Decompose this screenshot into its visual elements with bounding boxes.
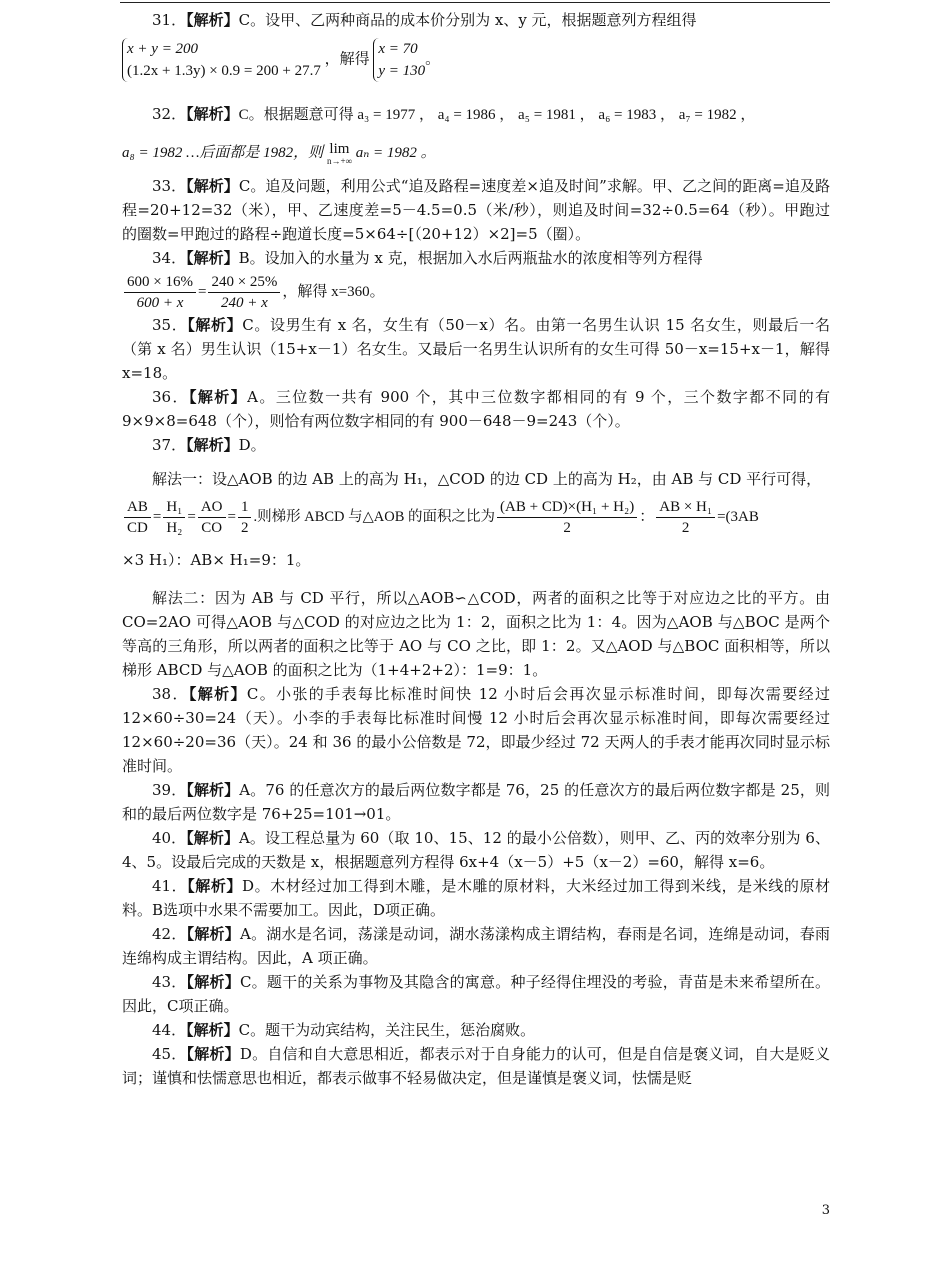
sequence-text: a₈ = 1982 …后面都是 1982，则 bbox=[122, 145, 324, 161]
solve-word: ，解得 bbox=[324, 51, 370, 68]
item-number: 37． bbox=[152, 435, 187, 454]
item-37-method1 bbox=[122, 467, 830, 491]
equation-2: (1.2x + 1.3y) × 0.9 = 200 + 27.7 bbox=[127, 63, 321, 79]
numerator: 240 × 25% bbox=[208, 272, 280, 293]
numerator: AO bbox=[198, 497, 226, 518]
item-number: 38． bbox=[152, 684, 189, 703]
page-number: 3 bbox=[821, 1203, 830, 1218]
method1-mid-text: .则梯形 ABCD 与△AOB 的面积之比为 bbox=[253, 508, 496, 525]
item-number: 45． bbox=[152, 1044, 187, 1063]
item-number: 31． bbox=[152, 11, 187, 29]
denominator: H₂ bbox=[166, 519, 183, 536]
limit-value: aₙ = 1982 。 bbox=[355, 145, 436, 161]
denominator: 2 bbox=[563, 519, 571, 536]
item-number: 32． bbox=[152, 105, 187, 123]
item-text: C。题干为动宾结构，关注民生，惩治腐败。 bbox=[238, 1020, 536, 1039]
item-text: A。设工程总量为 60（取 10、15、12 的最小公倍数），则甲、乙、丙的效率分别为 6、4、5。设最后完成的天数是 x，根据题意列方程得 6x+4（x－5）+5（x－2）=60，解得 x=6。 bbox=[122, 828, 830, 871]
analysis-tag: 【解析】 bbox=[186, 435, 239, 454]
item-42 bbox=[122, 922, 830, 970]
ratio-colon: ： bbox=[639, 508, 655, 525]
item-35 bbox=[122, 313, 830, 385]
header-rule bbox=[120, 2, 830, 3]
analysis-tag: 【解析】 bbox=[186, 105, 239, 123]
equation-system-31 bbox=[122, 38, 830, 82]
item-36 bbox=[122, 385, 830, 433]
analysis-tag: 【解析】 bbox=[188, 387, 248, 406]
item-text: D。自信和自大意思相近，都表示对于自身能力的认可，但是自信是褒义词，自大是贬义词；谨慎和怯懦意思也相近，都表示做事不轻易做决定，但是谨慎是褒义词，怯懦是贬 bbox=[122, 1044, 830, 1087]
answer-page bbox=[122, 8, 830, 1090]
item-number: 43． bbox=[152, 972, 187, 991]
item-43 bbox=[122, 970, 830, 1018]
item-37-ratio-line: $\frac{AB}{CD}$ = $\frac{\text{H₁}}{\text{H₂}}$ = $\frac{AO}{CO}$ = $\frac{1}{2}$ .则梯形 ABCD 与△AOB 的面积之比为 $\frac{\text{(AB + CD)×(H₁ + H₂)}}{2}$ ： $\frac{\text{AB × H₁}}{2}$ =(3AB bbox=[122, 497, 830, 538]
item-text: A。76 的任意次方的最后两位数字都是 76，25 的任意次方的最后两位数字都是 25，则和的最后两位数字是 76+25=101→01。 bbox=[122, 780, 830, 823]
solution-1: x = 70 bbox=[378, 41, 418, 57]
denominator: 2 bbox=[240, 519, 249, 536]
item-number: 35． bbox=[152, 315, 188, 334]
fraction-left bbox=[124, 272, 196, 313]
limit-operator bbox=[327, 142, 352, 166]
analysis-tag: 【解析】 bbox=[186, 1020, 239, 1039]
method2-text: 解法二：因为 AB 与 CD 平行，所以△AOB∽△COD，两者的面积之比等于对应边之比的平方。由 CO=2AO 可得△AOB 与△COD 的对应边之比为 1：2，面积之比为 1：4。因为△AOB 与△BOC 是两个等高的三角形，所以两者的面积之比等于 AO 与 CO 之比，即 1：2。又△AOD 与△BOC 面积相等，所以梯形 ABCD 与△AOB 的面积之比为（1+4+2+2）：1=9：1。 bbox=[122, 588, 830, 679]
item-number: 44． bbox=[152, 1020, 187, 1039]
analysis-tag: 【解析】 bbox=[187, 876, 243, 895]
analysis-tag: 【解析】 bbox=[186, 11, 239, 29]
analysis-tag: 【解析】 bbox=[187, 315, 243, 334]
item-text: D。木材经过加工得到木雕，是木雕的原材料，大米经过加工得到米线，是米线的原材料。B选项中水果不需要加工。因此，D项正确。 bbox=[122, 876, 831, 919]
item-text: A。湖水是名词，荡漾是动词，湖水荡漾构成主谓结构，春雨是名词，连绵是动词，春雨连绵构成主谓结构。因此，A 项正确。 bbox=[122, 924, 830, 967]
item-41 bbox=[122, 874, 830, 922]
analysis-tag: 【解析】 bbox=[186, 176, 239, 195]
item-33 bbox=[122, 174, 830, 246]
solution-text: ，解得 x=360。 bbox=[282, 283, 385, 300]
fraction-h1-h2 bbox=[163, 497, 185, 538]
numerator: 600 × 16% bbox=[124, 272, 196, 293]
item-text: A。三位数一共有 900 个，其中三位数字都相同的有 9 个，三个数字都不同的有 9×9×8=648（个），则恰有两位数字相同的有 900－648－9=243（个）。 bbox=[122, 387, 830, 430]
item-text: C。设甲、乙两种商品的成本价分别为 x、y 元，根据题意列方程组得 bbox=[238, 11, 697, 29]
item-number: 40． bbox=[152, 828, 187, 847]
analysis-tag: 【解析】 bbox=[186, 780, 240, 799]
method1-tail: =(3AB bbox=[717, 508, 759, 525]
lim-subscript: n→+∞ bbox=[326, 155, 352, 166]
numerator: AB × H₁ bbox=[656, 497, 715, 518]
lim-word: lim bbox=[329, 140, 350, 157]
fraction-trapezoid-area bbox=[497, 497, 637, 538]
item-40 bbox=[122, 826, 830, 874]
item-number: 34． bbox=[152, 248, 187, 267]
item-31 bbox=[122, 8, 830, 32]
fraction-right bbox=[208, 272, 280, 313]
item-37-result bbox=[122, 548, 830, 572]
analysis-tag: 【解析】 bbox=[188, 684, 247, 703]
denominator: 240 + x bbox=[221, 294, 268, 311]
period: 。 bbox=[425, 51, 441, 68]
fraction-triangle-area bbox=[656, 497, 715, 538]
item-32 bbox=[122, 102, 830, 127]
analysis-tag: 【解析】 bbox=[186, 1044, 240, 1063]
analysis-tag: 【解析】 bbox=[186, 248, 239, 267]
item-32-line2 bbox=[122, 141, 830, 166]
item-34-equation bbox=[122, 272, 830, 313]
numerator: 1 bbox=[238, 497, 252, 518]
item-text: B。设加入的水量为 x 克，根据加入水后两瓶盐水的浓度相等列方程得 bbox=[238, 248, 703, 267]
item-number: 36． bbox=[152, 387, 189, 406]
fraction-one-half bbox=[238, 497, 252, 538]
item-37-method2 bbox=[122, 586, 830, 682]
item-number: 42． bbox=[152, 924, 187, 943]
item-34 bbox=[122, 246, 830, 270]
numerator: (AB + CD)×(H₁ + H₂) bbox=[497, 497, 637, 518]
item-37 bbox=[122, 433, 830, 457]
numerator: H₁ bbox=[163, 497, 185, 518]
fraction-ao-co bbox=[198, 497, 226, 538]
item-44 bbox=[122, 1018, 830, 1042]
analysis-tag: 【解析】 bbox=[186, 828, 240, 847]
numerator: AB bbox=[124, 497, 151, 518]
item-number: 39． bbox=[152, 780, 187, 799]
item-39 bbox=[122, 778, 830, 826]
denominator: CD bbox=[127, 519, 148, 536]
denominator: 600 + x bbox=[136, 294, 184, 311]
item-38 bbox=[122, 682, 830, 778]
equals-sign: = bbox=[197, 283, 207, 300]
denominator: CO bbox=[201, 519, 223, 536]
system-right bbox=[373, 38, 425, 82]
item-number: 41． bbox=[152, 876, 188, 895]
item-text: D。 bbox=[238, 435, 266, 454]
analysis-tag: 【解析】 bbox=[186, 972, 240, 991]
item-text: C。设男生有 x 名，女生有（50－x）名。由第一名男生认识 15 名女生，则最后一名（第 x 名）男生认识（15+x－1）名女生。又最后一名男生认识所有的女生可得 50－x=15+x－1，解得 x=18。 bbox=[122, 315, 830, 382]
item-text: C。追及问题，利用公式“追及路程=速度差×追及时间”求解。甲、乙之间的距离=追及路程=20+12=32（米），甲、乙速度差=5－4.5=0.5（米/秒），则追及时间=32÷0.5=64（秒）。甲跑过的圈数=甲跑过的路程÷跑道长度=5×64÷[（20+12）×2]=5（圈）。 bbox=[122, 176, 830, 243]
item-text: C。题干的关系为事物及其隐含的寓意。种子经得住埋没的考验，青苗是未来希望所在。因此，C项正确。 bbox=[122, 972, 830, 1015]
fraction-ab-cd bbox=[124, 497, 151, 538]
method1-result: ×3 H₁）：AB× H₁=9：1。 bbox=[122, 550, 311, 569]
denominator: 2 bbox=[681, 519, 690, 536]
item-45 bbox=[122, 1042, 830, 1090]
method1-text: 解法一：设△AOB 的边 AB 上的高为 H₁，△COD 的边 CD 上的高为 H₂，由 AB 与 CD 平行可得， bbox=[152, 469, 822, 488]
item-number: 33． bbox=[152, 176, 187, 195]
system-left bbox=[122, 38, 321, 82]
analysis-tag: 【解析】 bbox=[186, 924, 241, 943]
item-text: C。根据题意可得 a₃ = 1977 ， a₄ = 1986 ， a₅ = 1981 ， a₆ = 1983 ， a₇ = 1982 ， bbox=[238, 107, 756, 123]
equation-1: x + y = 200 bbox=[127, 41, 199, 57]
solution-2: y = 130 bbox=[378, 63, 426, 79]
item-text: C。小张的手表每比标准时间快 12 小时后会再次显示标准时间，即每次需要经过 12×60÷30=24（天）。小李的手表每比标准时间慢 12 小时后会再次显示标准时间，即每次需要经过 12×60÷20=36（天）。24 和 36 的最小公倍数是 72，即最少经过 72 天两人的手表才能再次同时显示标准时间。 bbox=[122, 684, 830, 775]
